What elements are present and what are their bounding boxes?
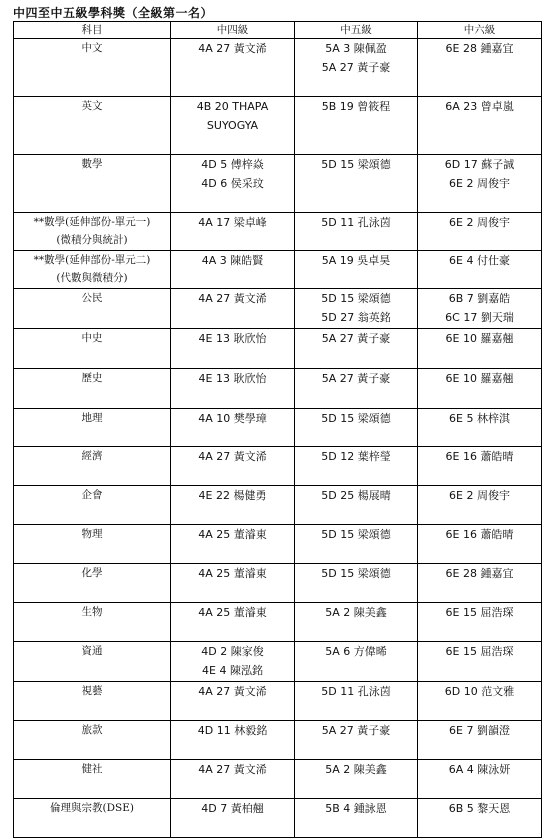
winner-entry: 5D 15 梁頌德 — [321, 528, 391, 541]
subject-name: (微積分與統計) — [56, 234, 128, 246]
table-row — [14, 39, 542, 97]
header-form5: 中五級 — [295, 22, 418, 39]
winner-entry: 5A 3 陳佩盈 — [325, 42, 387, 55]
winner-entry: 5A 27 黃子豪 — [321, 372, 391, 385]
form6-winner-cell — [418, 564, 542, 603]
form5-winner-cell — [295, 525, 418, 564]
table-row — [14, 486, 542, 525]
winner-entry: 4D 6 侯采玟 — [201, 177, 264, 190]
form5-winner-cell — [295, 603, 418, 642]
winner-entry: 6E 10 羅嘉翹 — [445, 332, 514, 345]
form4-winner-cell — [171, 642, 295, 682]
form6-winner-cell — [418, 329, 542, 369]
winner-entry: 5A 19 吳卓昊 — [321, 254, 391, 267]
winner-entry: 4A 3 陳皓賢 — [201, 254, 264, 267]
subject-cell — [14, 486, 171, 525]
winner-entry: 4A 27 黃文浠 — [198, 450, 267, 463]
form6-winner-cell — [418, 682, 542, 721]
form4-winner-cell — [171, 369, 295, 409]
subject-cell — [14, 329, 171, 369]
winner-entry: 5D 15 梁頌德 — [321, 292, 391, 305]
subject-cell — [14, 799, 171, 838]
form4-winner-cell — [171, 486, 295, 525]
winner-entry: 4D 11 林毅銘 — [197, 724, 268, 737]
subject-cell — [14, 39, 171, 97]
subject-cell — [14, 564, 171, 603]
winner-entry: 5D 27 翁英銘 — [321, 311, 391, 324]
form5-winner-cell — [295, 369, 418, 409]
winner-entry: 4B 20 THAPA — [196, 100, 269, 113]
subject-name: 中文 — [81, 42, 103, 54]
winner-entry: 5B 4 鍾詠恩 — [325, 802, 387, 815]
table-row — [14, 721, 542, 760]
winner-entry: SUYOGYA — [206, 119, 259, 132]
form6-winner-cell — [418, 251, 542, 289]
winner-entry: 6E 15 屈浩琛 — [445, 645, 514, 658]
winner-entry: 5D 15 梁頌德 — [321, 412, 391, 425]
subject-name: **數學(延伸部份-單元二) — [33, 254, 151, 266]
winner-entry: 4D 7 黃柏翹 — [201, 802, 264, 815]
winner-entry: 4A 27 黃文浠 — [198, 292, 267, 305]
form6-winner-cell — [418, 213, 542, 251]
form5-winner-cell — [295, 409, 418, 447]
subject-name: 地理 — [81, 412, 103, 424]
form5-winner-cell — [295, 213, 418, 251]
table-row — [14, 760, 542, 799]
table-body — [14, 39, 542, 838]
table-row — [14, 682, 542, 721]
form4-winner-cell — [171, 155, 295, 213]
winner-entry: 4E 13 耿欣怡 — [198, 372, 267, 385]
form4-winner-cell — [171, 447, 295, 486]
subject-cell — [14, 525, 171, 564]
subject-name: 旅款 — [81, 724, 103, 736]
winner-entry: 5A 2 陳美鑫 — [325, 763, 387, 776]
winner-entry: 4A 27 黃文浠 — [198, 685, 267, 698]
winner-entry: 6E 4 付仕豪 — [449, 254, 510, 267]
form5-winner-cell — [295, 760, 418, 799]
subject-cell — [14, 97, 171, 155]
winner-entry: 6D 10 范文雅 — [444, 685, 515, 698]
form4-winner-cell — [171, 251, 295, 289]
subject-name: 物理 — [81, 528, 103, 540]
winner-entry: 4D 5 傅梓焱 — [201, 158, 264, 171]
form6-winner-cell — [418, 155, 542, 213]
subject-cell — [14, 603, 171, 642]
form5-winner-cell — [295, 97, 418, 155]
table-row — [14, 329, 542, 369]
winner-entry: 5A 6 方偉晞 — [325, 645, 387, 658]
winner-entry: 5D 25 楊展晴 — [321, 489, 391, 502]
table-row — [14, 603, 542, 642]
winner-entry: 6E 16 蕭皓晴 — [445, 528, 514, 541]
subject-name: 倫理與宗教(DSE) — [50, 802, 134, 814]
subject-cell — [14, 447, 171, 486]
winner-entry: 6E 15 屈浩琛 — [445, 606, 514, 619]
winner-entry: 4A 27 黃文浠 — [198, 763, 267, 776]
form6-winner-cell — [418, 486, 542, 525]
form4-winner-cell — [171, 97, 295, 155]
subject-name: 公民 — [81, 292, 103, 304]
winner-entry: 4A 10 樊學璋 — [198, 412, 267, 425]
subject-name: 企會 — [81, 489, 103, 501]
form4-winner-cell — [171, 760, 295, 799]
subject-name: 中史 — [81, 332, 103, 344]
subject-cell — [14, 682, 171, 721]
subject-name: 資通 — [81, 645, 103, 657]
subject-cell — [14, 155, 171, 213]
subject-cell — [14, 760, 171, 799]
winner-entry: 6E 28 鍾嘉宜 — [445, 42, 514, 55]
form5-winner-cell — [295, 564, 418, 603]
subject-name: 經濟 — [81, 450, 103, 462]
winner-entry: 5D 15 梁頌德 — [321, 158, 391, 171]
winner-entry: 5D 11 孔泳茵 — [321, 685, 391, 698]
form5-winner-cell — [295, 721, 418, 760]
table-row — [14, 409, 542, 447]
winner-entry: 5A 2 陳美鑫 — [325, 606, 387, 619]
form5-winner-cell — [295, 447, 418, 486]
subject-cell — [14, 213, 171, 251]
form5-winner-cell — [295, 251, 418, 289]
table-row — [14, 97, 542, 155]
form5-winner-cell — [295, 799, 418, 838]
header-subject: 科目 — [14, 22, 171, 39]
form4-winner-cell — [171, 799, 295, 838]
table-row — [14, 155, 542, 213]
form5-winner-cell — [295, 289, 418, 329]
table-row — [14, 289, 542, 329]
winner-entry: 6E 10 羅嘉翹 — [445, 372, 514, 385]
form4-winner-cell — [171, 525, 295, 564]
subject-cell — [14, 409, 171, 447]
form5-winner-cell — [295, 39, 418, 97]
subject-name: 健社 — [81, 763, 103, 775]
winner-entry: 4A 25 董濬東 — [198, 606, 267, 619]
subject-name: 化學 — [81, 567, 103, 579]
table-row — [14, 251, 542, 289]
form5-winner-cell — [295, 329, 418, 369]
winner-entry: 6E 2 周俊宇 — [449, 489, 510, 502]
winner-entry: 4E 4 陳泓銘 — [202, 664, 263, 677]
subject-awards-table — [13, 21, 542, 838]
form6-winner-cell — [418, 289, 542, 329]
winner-entry: 6E 7 劉韻澄 — [449, 724, 510, 737]
subject-cell — [14, 642, 171, 682]
winner-entry: 5D 15 梁頌德 — [321, 567, 391, 580]
winner-entry: 6B 5 黎天恩 — [448, 802, 511, 815]
winner-entry: 4D 2 陳家俊 — [201, 645, 264, 658]
winner-entry: 6E 28 鍾嘉宜 — [445, 567, 514, 580]
table-row — [14, 447, 542, 486]
subject-name: 歷史 — [81, 372, 103, 384]
form6-winner-cell — [418, 721, 542, 760]
winner-entry: 5A 27 黃子豪 — [321, 332, 391, 345]
form5-winner-cell — [295, 155, 418, 213]
form4-winner-cell — [171, 603, 295, 642]
form6-winner-cell — [418, 525, 542, 564]
table-row — [14, 564, 542, 603]
winner-entry: 6B 7 劉嘉皓 — [448, 292, 511, 305]
form4-winner-cell — [171, 329, 295, 369]
winner-entry: 5D 12 葉梓瑩 — [321, 450, 391, 463]
subject-name: **數學(延伸部份-單元一) — [33, 216, 151, 228]
page-title: 中四至中五級學科獎（全級第一名） — [13, 6, 214, 20]
form5-winner-cell — [295, 486, 418, 525]
winner-entry: 4E 22 楊健勇 — [198, 489, 267, 502]
table-row — [14, 525, 542, 564]
winner-entry: 6E 2 周俊宇 — [449, 177, 510, 190]
table-row — [14, 642, 542, 682]
winner-entry: 6E 2 周俊宇 — [449, 216, 510, 229]
form4-winner-cell — [171, 721, 295, 760]
form4-winner-cell — [171, 564, 295, 603]
subject-cell — [14, 251, 171, 289]
winner-entry: 4A 25 董濬東 — [198, 528, 267, 541]
form6-winner-cell — [418, 369, 542, 409]
subject-name: 英文 — [81, 100, 103, 112]
form6-winner-cell — [418, 39, 542, 97]
form6-winner-cell — [418, 603, 542, 642]
form6-winner-cell — [418, 409, 542, 447]
form4-winner-cell — [171, 213, 295, 251]
subject-cell — [14, 721, 171, 760]
winner-entry: 4A 25 董濬東 — [198, 567, 267, 580]
winner-entry: 6D 17 蘇子誠 — [444, 158, 515, 171]
form6-winner-cell — [418, 760, 542, 799]
form4-winner-cell — [171, 289, 295, 329]
subject-cell — [14, 289, 171, 329]
subject-cell — [14, 369, 171, 409]
winner-entry: 5D 11 孔泳茵 — [321, 216, 391, 229]
subject-name: 生物 — [81, 606, 103, 618]
table-header-row — [14, 22, 542, 39]
form6-winner-cell — [418, 799, 542, 838]
table-row — [14, 369, 542, 409]
winner-entry: 4A 27 黃文浠 — [198, 42, 267, 55]
winner-entry: 5A 27 黃子豪 — [321, 724, 391, 737]
winner-entry: 6A 4 陳泳妍 — [448, 763, 511, 776]
winner-entry: 4A 17 梁卓峰 — [198, 216, 267, 229]
winner-entry: 6E 5 林梓淇 — [449, 412, 510, 425]
header-form6: 中六級 — [418, 22, 542, 39]
form5-winner-cell — [295, 682, 418, 721]
winner-entry: 5B 19 曾筱程 — [321, 100, 391, 113]
subject-name: 視藝 — [81, 685, 103, 697]
table-row — [14, 799, 542, 838]
winner-entry: 4E 13 耿欣怡 — [198, 332, 267, 345]
subject-name: (代數與微積分) — [56, 272, 128, 284]
form4-winner-cell — [171, 409, 295, 447]
form4-winner-cell — [171, 682, 295, 721]
subject-name: 數學 — [81, 158, 103, 170]
winner-entry: 6C 17 劉天瑞 — [445, 311, 514, 324]
form6-winner-cell — [418, 642, 542, 682]
winner-entry: 6E 16 蕭皓晴 — [445, 450, 514, 463]
form4-winner-cell — [171, 39, 295, 97]
form6-winner-cell — [418, 97, 542, 155]
header-form4: 中四級 — [171, 22, 295, 39]
form5-winner-cell — [295, 642, 418, 682]
form6-winner-cell — [418, 447, 542, 486]
winner-entry: 6A 23 曾卓嵐 — [445, 100, 514, 113]
table-row — [14, 213, 542, 251]
winner-entry: 5A 27 黃子豪 — [321, 61, 391, 74]
